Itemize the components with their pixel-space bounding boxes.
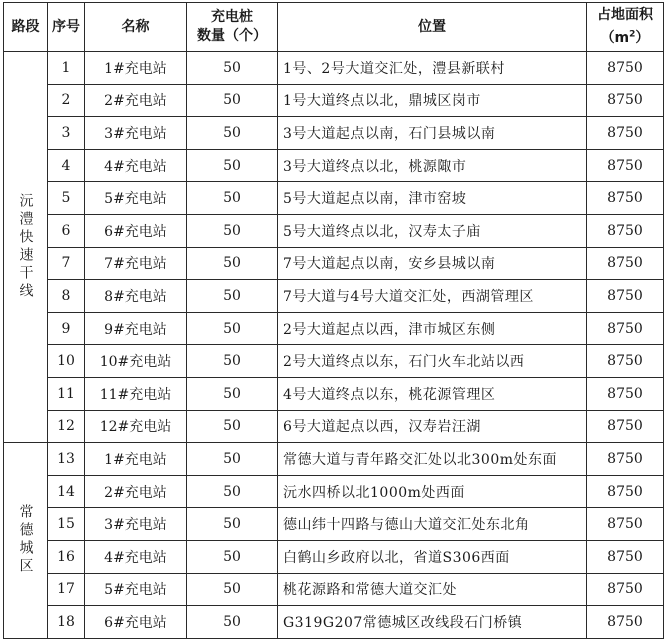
cell-index: 6	[48, 214, 85, 247]
cell-name: 7#充电站	[85, 247, 187, 280]
cell-area: 8750	[587, 312, 664, 345]
cell-location: 3号大道终点以北，桃源陬市	[278, 149, 587, 182]
header-area-line1: 占地面积	[597, 7, 653, 24]
cell-index: 3	[48, 117, 85, 150]
cell-count: 50	[187, 475, 278, 508]
header-section: 路段	[4, 3, 48, 52]
cell-name: 6#充电站	[85, 214, 187, 247]
cell-location: 7号大道与4号大道交汇处，西湖管理区	[278, 280, 587, 313]
cell-area: 8750	[587, 410, 664, 443]
cell-location: 桃花源路和常德大道交汇处	[278, 573, 587, 606]
cell-index: 15	[48, 508, 85, 541]
header-area-unit: $(m^2)$	[600, 29, 650, 46]
cell-name: 4#充电站	[85, 540, 187, 573]
cell-location: 5号大道终点以北，汉寿太子庙	[278, 214, 587, 247]
cell-location: 白鹤山乡政府以北，省道S306西面	[278, 540, 587, 573]
cell-count: 50	[187, 247, 278, 280]
cell-name: 3#充电站	[85, 508, 187, 541]
cell-index: 17	[48, 573, 85, 606]
cell-name: 3#充电站	[85, 117, 187, 150]
cell-index: 18	[48, 606, 85, 639]
section-cell: 沅澧快速干线	[4, 52, 48, 443]
cell-location: 3号大道起点以南，石门县城以南	[278, 117, 587, 150]
table-row	[4, 540, 664, 573]
cell-name: 5#充电站	[85, 573, 187, 606]
cell-index: 12	[48, 410, 85, 443]
table-row	[4, 345, 664, 378]
cell-location: 常德大道与青年路交汇处以北300m处东面	[278, 443, 587, 476]
cell-location: 5号大道起点以南，津市窑坡	[278, 182, 587, 215]
header-area	[587, 3, 664, 52]
section-cell: 常德城区	[4, 443, 48, 639]
table-row	[4, 182, 664, 215]
cell-name: 12#充电站	[85, 410, 187, 443]
cell-index: 8	[48, 280, 85, 313]
cell-location: 德山纬十四路与德山大道交汇处东北角	[278, 508, 587, 541]
cell-index: 5	[48, 182, 85, 215]
table-body	[4, 52, 664, 639]
cell-name: 11#充电站	[85, 377, 187, 410]
cell-location: 6号大道起点以西，汉寿岩汪湖	[278, 410, 587, 443]
table-row	[4, 312, 664, 345]
cell-location: 4号大道终点以东，桃花源管理区	[278, 377, 587, 410]
cell-count: 50	[187, 540, 278, 573]
header-location: 位置	[278, 3, 587, 52]
cell-area: 8750	[587, 606, 664, 639]
cell-name: 10#充电站	[85, 345, 187, 378]
cell-index: 16	[48, 540, 85, 573]
table-row	[4, 377, 664, 410]
cell-count: 50	[187, 345, 278, 378]
table-row	[4, 149, 664, 182]
table-row	[4, 214, 664, 247]
cell-area: 8750	[587, 149, 664, 182]
cell-name: 5#充电站	[85, 182, 187, 215]
cell-area: 8750	[587, 84, 664, 117]
charging-station-table	[3, 2, 664, 639]
cell-area: 8750	[587, 182, 664, 215]
cell-area: 8750	[587, 52, 664, 85]
table-row	[4, 117, 664, 150]
cell-count: 50	[187, 214, 278, 247]
cell-index: 11	[48, 377, 85, 410]
header-index: 序号	[48, 3, 85, 52]
header-count-line2: 数量（个）	[197, 28, 267, 44]
table-row	[4, 247, 664, 280]
cell-count: 50	[187, 149, 278, 182]
cell-name: 2#充电站	[85, 475, 187, 508]
cell-area: 8750	[587, 540, 664, 573]
cell-index: 10	[48, 345, 85, 378]
table-row	[4, 606, 664, 639]
cell-area: 8750	[587, 443, 664, 476]
cell-area: 8750	[587, 280, 664, 313]
cell-name: 2#充电站	[85, 84, 187, 117]
cell-location: 沅水四桥以北1000m处西面	[278, 475, 587, 508]
table-row	[4, 52, 664, 85]
cell-name: 8#充电站	[85, 280, 187, 313]
cell-location: 2号大道终点以东，石门火车北站以西	[278, 345, 587, 378]
cell-area: 8750	[587, 345, 664, 378]
header-name: 名称	[85, 3, 187, 52]
cell-count: 50	[187, 117, 278, 150]
table-row	[4, 443, 664, 476]
cell-name: 9#充电站	[85, 312, 187, 345]
cell-count: 50	[187, 443, 278, 476]
cell-count: 50	[187, 280, 278, 313]
table-row	[4, 475, 664, 508]
cell-count: 50	[187, 606, 278, 639]
cell-index: 1	[48, 52, 85, 85]
table-row	[4, 573, 664, 606]
cell-index: 14	[48, 475, 85, 508]
table-row	[4, 410, 664, 443]
header-count-line1: 充电桩	[211, 9, 253, 25]
cell-count: 50	[187, 84, 278, 117]
cell-count: 50	[187, 312, 278, 345]
cell-name: 6#充电站	[85, 606, 187, 639]
cell-area: 8750	[587, 214, 664, 247]
table-row	[4, 84, 664, 117]
cell-area: 8750	[587, 377, 664, 410]
cell-count: 50	[187, 573, 278, 606]
cell-index: 9	[48, 312, 85, 345]
table-row	[4, 280, 664, 313]
cell-name: 1#充电站	[85, 443, 187, 476]
cell-location: 1号、2号大道交汇处，澧县新联村	[278, 52, 587, 85]
cell-count: 50	[187, 52, 278, 85]
cell-index: 4	[48, 149, 85, 182]
cell-area: 8750	[587, 573, 664, 606]
cell-count: 50	[187, 377, 278, 410]
cell-location: G319G207常德城区改线段石门桥镇	[278, 606, 587, 639]
cell-area: 8750	[587, 247, 664, 280]
cell-area: 8750	[587, 117, 664, 150]
cell-index: 2	[48, 84, 85, 117]
cell-count: 50	[187, 182, 278, 215]
header-row	[4, 3, 664, 52]
header-count	[187, 3, 278, 52]
cell-area: 8750	[587, 475, 664, 508]
cell-count: 50	[187, 410, 278, 443]
cell-name: 4#充电站	[85, 149, 187, 182]
cell-index: 7	[48, 247, 85, 280]
cell-area: 8750	[587, 508, 664, 541]
cell-location: 7号大道起点以南，安乡县城以南	[278, 247, 587, 280]
cell-location: 2号大道起点以西，津市城区东侧	[278, 312, 587, 345]
cell-name: 1#充电站	[85, 52, 187, 85]
cell-index: 13	[48, 443, 85, 476]
table-row	[4, 508, 664, 541]
cell-count: 50	[187, 508, 278, 541]
cell-location: 1号大道终点以北，鼎城区岗市	[278, 84, 587, 117]
